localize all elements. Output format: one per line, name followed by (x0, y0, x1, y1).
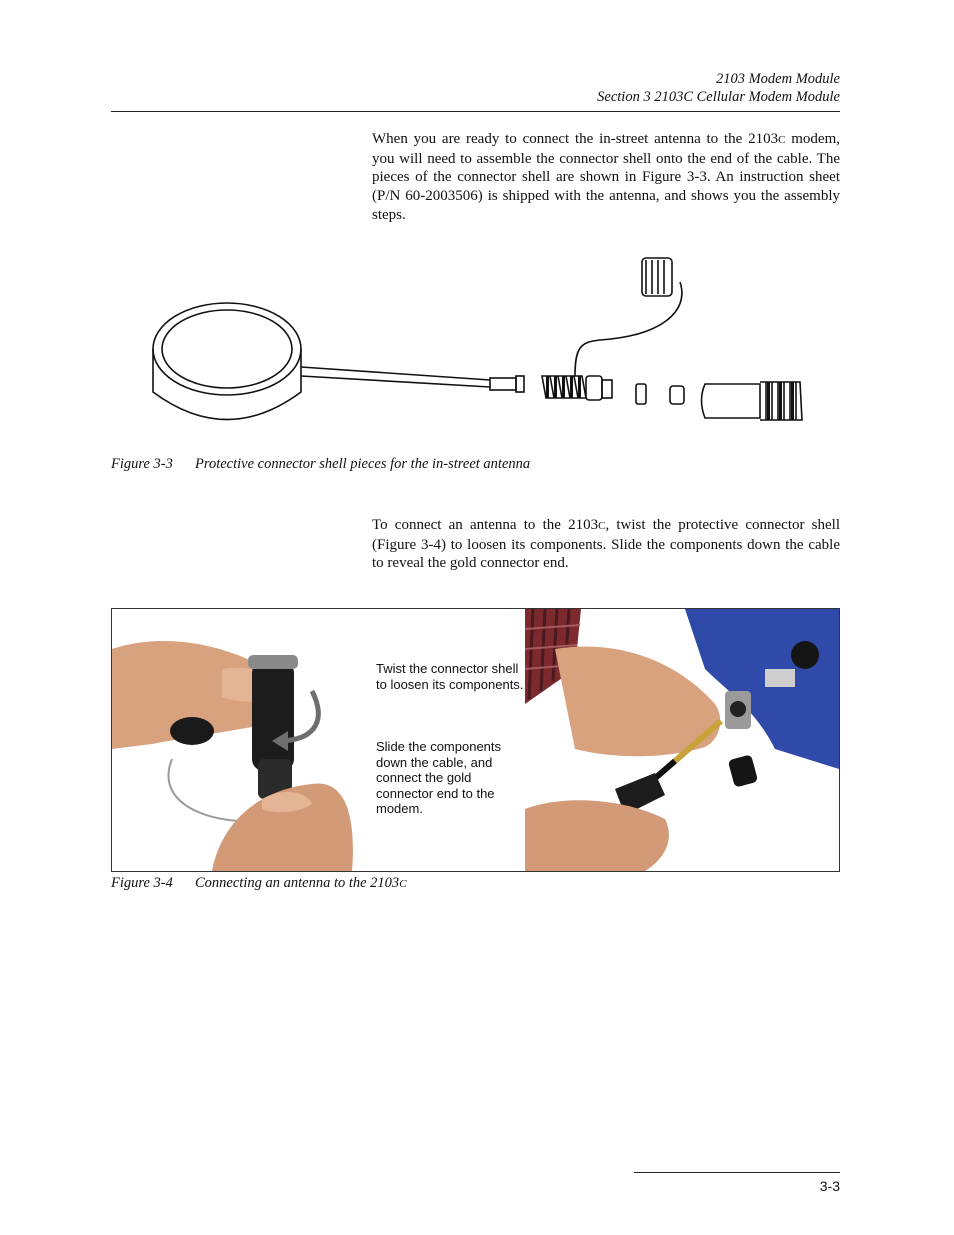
page-number: 3-3 (819, 1178, 840, 1194)
connector-shell-pieces-illustration (150, 252, 810, 440)
figure-3-4-caption (111, 874, 407, 893)
intro-text-rest: modem, you will need to assemble the connector shell onto the end of the cable. The pieces of the connector shell are shown in Figure 3-3. An instruction sheet (P/N 60-2003506) is shipped with the antenna, and shows you the assembly steps. (372, 131, 840, 223)
twist-instruction-callout: Twist the connector shell to loosen its components. (376, 661, 524, 692)
connect-model-suffix: C (598, 520, 606, 532)
intro-paragraph (372, 130, 840, 225)
header-rule (111, 111, 840, 112)
figure-3-3-caption (111, 455, 530, 473)
figure-3-4-number: Figure 3-4 (111, 875, 173, 891)
intro-model-suffix: C (778, 134, 786, 146)
connect-paragraph (372, 516, 840, 573)
slide-instruction-callout: Slide the components down the cable, and connect the gold connector end to the modem. (376, 739, 502, 817)
running-header-title: 2103 Modem Module (715, 71, 840, 87)
figure-3-4-panel (111, 608, 840, 872)
running-header-section: Section 3 2103C Cellular Modem Module (597, 89, 840, 105)
twist-connector-photo (112, 609, 368, 871)
figure-3-4-text: Connecting an antenna to the 2103 (195, 875, 400, 891)
connect-text-rest: , twist the protective connector shell (Figure 3-4) to loosen its components. Slide the components down the cable to reveal the gold connector end. (372, 517, 841, 572)
figure-3-3-number: Figure 3-3 (111, 456, 173, 472)
footer-rule (634, 1172, 840, 1173)
intro-text-start: When you are ready to connect the in-street antenna to the 2103 (372, 131, 779, 147)
figure-3-3-text: Protective connector shell pieces for the in-street antenna (195, 456, 531, 472)
connect-text-start: To connect an antenna to the 2103 (372, 517, 599, 533)
connect-to-modem-photo (525, 609, 839, 871)
figure-3-4-model-suffix: C (399, 878, 407, 890)
